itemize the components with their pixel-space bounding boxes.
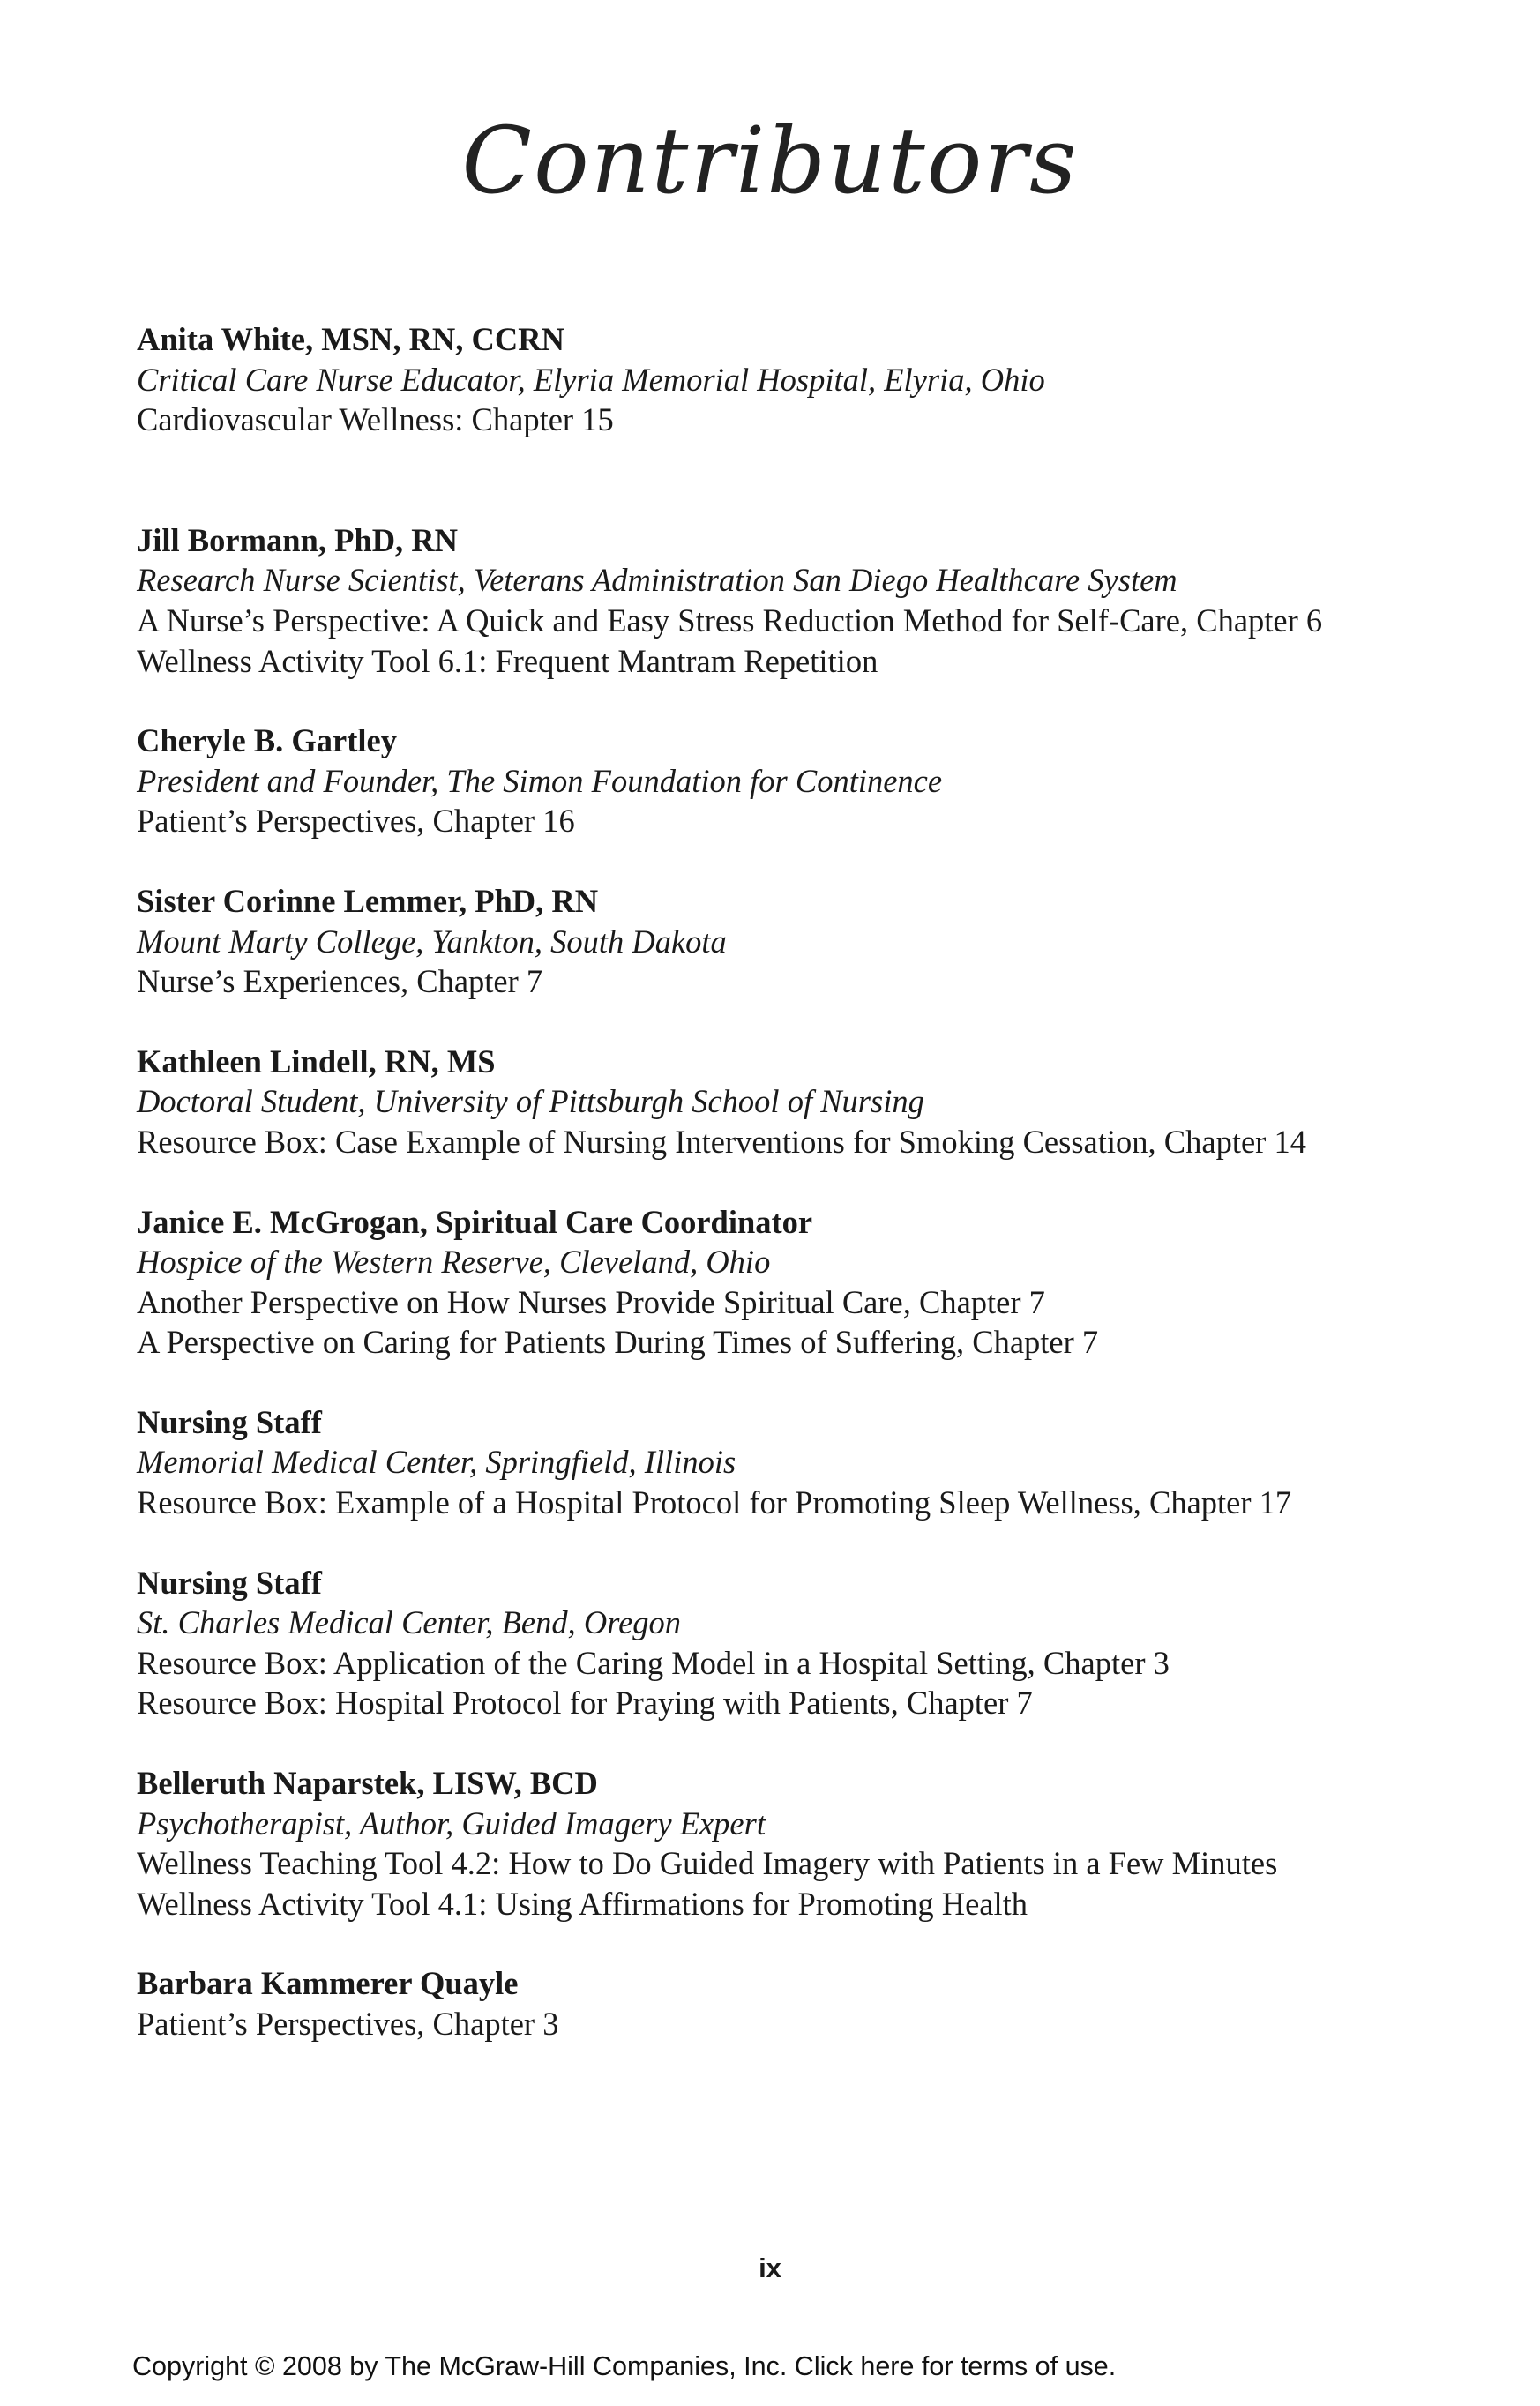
contributor-entry	[137, 721, 1407, 841]
contribution-item: Resource Box: Application of the Caring Model in a Hospital Setting, Chapter 3	[137, 1644, 1170, 1681]
contributor-entry	[137, 319, 1407, 440]
contribution-item: Patient’s Perspectives, Chapter 3	[137, 2006, 559, 2042]
contribution-item: Resource Box: Case Example of Nursing Interventions for Smoking Cessation, Chapter 14	[137, 1123, 1306, 1160]
contributor-name: Jill Bormann, PhD, RN	[137, 521, 459, 558]
contributor-entry	[137, 1402, 1407, 1523]
contribution-item: Resource Box: Hospital Protocol for Praying with Patients, Chapter 7	[137, 1685, 1033, 1722]
contribution-item: Cardiovascular Wellness: Chapter 15	[137, 401, 614, 438]
contributor-affiliation: Doctoral Student, University of Pittsburgh School of Nursing	[137, 1083, 924, 1120]
contributor-name: Barbara Kammerer Quayle	[137, 1965, 519, 2002]
contribution-item: Wellness Activity Tool 4.1: Using Affirmations for Promoting Health	[137, 1885, 1028, 1922]
contributor-entry	[137, 1563, 1407, 1723]
contribution-item: Nurse’s Experiences, Chapter 7	[137, 963, 543, 1000]
contributor-entry	[137, 1963, 1407, 2044]
contributor-entry	[137, 881, 1407, 1002]
contributor-affiliation: Memorial Medical Center, Springfield, Illinois	[137, 1444, 736, 1481]
contributor-name: Janice E. McGrogan, Spiritual Care Coordinator	[137, 1203, 813, 1240]
contribution-item: Wellness Teaching Tool 4.2: How to Do Guided Imagery with Patients in a Few Minutes	[137, 1845, 1278, 1882]
contribution-item: A Nurse’s Perspective: A Quick and Easy Stress Reduction Method for Self-Care, Chapter 6	[137, 602, 1323, 639]
contribution-item: Resource Box: Example of a Hospital Protocol for Promoting Sleep Wellness, Chapter 17	[137, 1484, 1292, 1521]
contributor-affiliation: St. Charles Medical Center, Bend, Oregon	[137, 1604, 682, 1641]
contributor-name: Nursing Staff	[137, 1564, 322, 1601]
copyright-link[interactable]: Copyright © 2008 by The McGraw-Hill Companies, Inc. Click here for terms of use.	[132, 2351, 1117, 2381]
contributor-name: Nursing Staff	[137, 1403, 322, 1440]
contributor-name: Sister Corinne Lemmer, PhD, RN	[137, 882, 599, 919]
contribution-item: Wellness Activity Tool 6.1: Frequent Mantram Repetition	[137, 642, 878, 679]
contributor-name: Belleruth Naparstek, LISW, BCD	[137, 1765, 598, 1802]
contribution-item: Another Perspective on How Nurses Provide Spiritual Care, Chapter 7	[137, 1283, 1045, 1320]
contributor-name: Anita White, MSN, RN, CCRN	[137, 321, 564, 357]
contributor-affiliation: Psychotherapist, Author, Guided Imagery Expert	[137, 1804, 766, 1842]
contribution-item: Patient’s Perspectives, Chapter 16	[137, 803, 575, 840]
contributor-affiliation: Mount Marty College, Yankton, South Dakota	[137, 923, 727, 960]
page-number: ix	[759, 2253, 781, 2283]
contributor-list	[137, 319, 1407, 2084]
contribution-item: A Perspective on Caring for Patients During Times of Suffering, Chapter 7	[137, 1324, 1099, 1361]
contributor-entry	[137, 1763, 1407, 1924]
contributor-name: Cheryle B. Gartley	[137, 722, 397, 759]
contributor-affiliation: President and Founder, The Simon Foundation for Continence	[137, 762, 943, 799]
page-title: Contributors	[461, 107, 1079, 214]
contributor-name: Kathleen Lindell, RN, MS	[137, 1042, 496, 1080]
contributor-entry	[137, 1202, 1407, 1363]
contributor-entry	[137, 1042, 1407, 1162]
contributor-affiliation: Hospice of the Western Reserve, Cleveland, Ohio	[137, 1244, 771, 1281]
contributor-affiliation: Research Nurse Scientist, Veterans Administration San Diego Healthcare System	[137, 562, 1177, 599]
contributor-affiliation: Critical Care Nurse Educator, Elyria Memorial Hospital, Elyria, Ohio	[137, 361, 1045, 398]
contributor-entry	[137, 520, 1407, 681]
